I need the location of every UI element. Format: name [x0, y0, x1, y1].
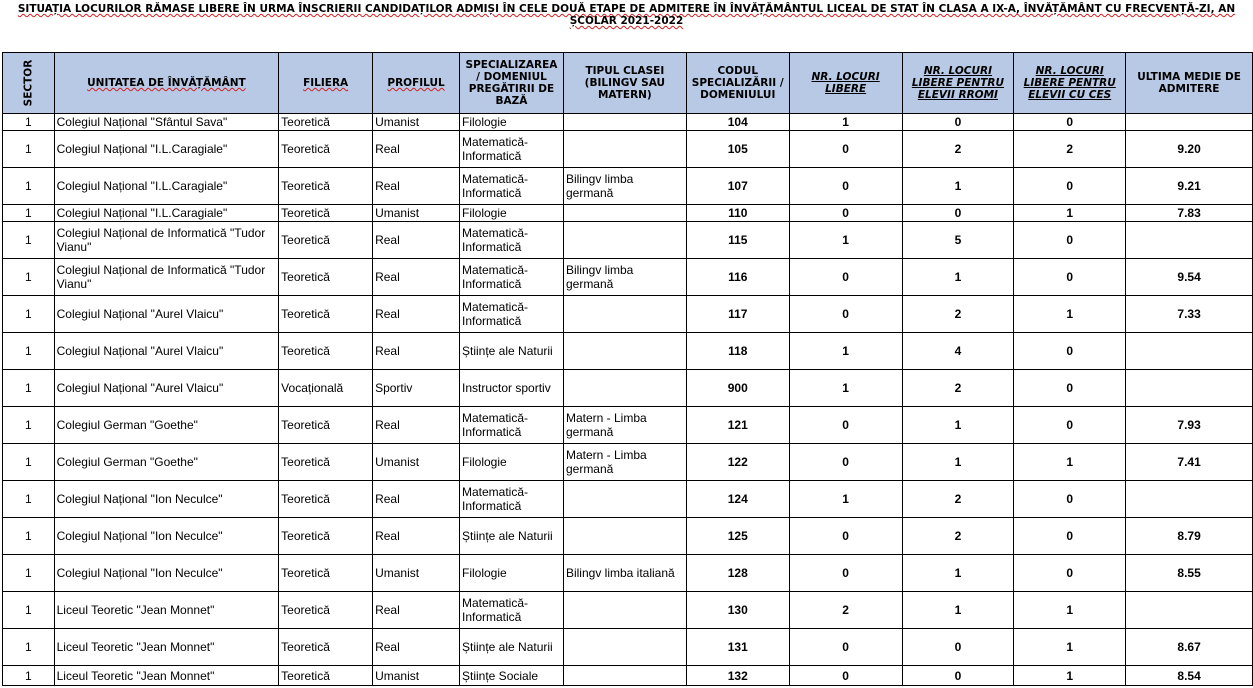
cell-sector: 1: [3, 518, 55, 555]
cell-cod: 118: [686, 333, 789, 370]
cell-filiera: Teoretică: [279, 407, 373, 444]
cell-profil: Real: [373, 518, 460, 555]
cell-cod: 131: [686, 629, 789, 666]
cell-tip: Matern - Limba germană: [563, 407, 686, 444]
table-row: [3, 555, 1253, 592]
cell-filiera: Teoretică: [279, 629, 373, 666]
cell-filiera: Teoretică: [279, 168, 373, 205]
cell-rromi: 2: [902, 518, 1014, 555]
cell-cod: 116: [686, 259, 789, 296]
page-title: SITUAȚIA LOCURILOR RĂMASE LIBERE ÎN URMA ÎNSCRIERII CANDIDAȚILOR ADMIȘI ÎN CELE DOUĂ ETAPE DE ADMITERE ÎN ÎNVĂȚĂMÂNTUL LICEAL DE STAT ÎN CLASA A IX-A, ÎNVĂȚĂMÂNT CU FRECVENȚĂ-ZI, AN ȘCOLAR 2021-2022: [17, 3, 1236, 27]
cell-sector: 1: [3, 168, 55, 205]
cell-ces: 2: [1014, 131, 1126, 168]
cell-ces: 0: [1014, 370, 1126, 407]
table-row: [3, 168, 1253, 205]
cell-sector: 1: [3, 114, 55, 131]
cell-tip: Matern - Limba germană: [563, 444, 686, 481]
cell-profil: Umanist: [373, 205, 460, 222]
cell-sector: 1: [3, 333, 55, 370]
cell-cod: 107: [686, 168, 789, 205]
header-unitate: UNITATEA DE ÎNVĂȚĂMÂNT: [54, 53, 279, 114]
header-medie: ULTIMA MEDIE DE ADMITERE: [1126, 53, 1253, 114]
cell-ces: 0: [1014, 114, 1126, 131]
cell-sector: 1: [3, 555, 55, 592]
cell-specializare: Matematică-Informatică: [460, 131, 564, 168]
cell-rromi: 1: [902, 168, 1014, 205]
cell-sector: 1: [3, 296, 55, 333]
cell-tip: Bilingv limba germană: [563, 259, 686, 296]
cell-rromi: 0: [902, 666, 1014, 686]
cell-filiera: Teoretică: [279, 205, 373, 222]
cell-medie: 7.33: [1126, 296, 1253, 333]
cell-cod: 122: [686, 444, 789, 481]
cell-libere: 0: [789, 296, 902, 333]
cell-specializare: Științe ale Naturii: [460, 629, 564, 666]
cell-filiera: Teoretică: [279, 333, 373, 370]
cell-cod: 125: [686, 518, 789, 555]
cell-rromi: 2: [902, 131, 1014, 168]
cell-cod: 104: [686, 114, 789, 131]
cell-cod: 130: [686, 592, 789, 629]
header-specializare: SPECIALIZAREA / DOMENIUL PREGĂTIRII DE BAZĂ: [460, 53, 564, 114]
cell-rromi: 1: [902, 259, 1014, 296]
cell-ces: 0: [1014, 481, 1126, 518]
cell-libere: 0: [789, 259, 902, 296]
cell-rromi: 4: [902, 333, 1014, 370]
cell-ces: 0: [1014, 259, 1126, 296]
cell-sector: 1: [3, 370, 55, 407]
cell-sector: 1: [3, 444, 55, 481]
cell-unitate: Colegiul German "Goethe": [54, 407, 279, 444]
cell-ces: 0: [1014, 518, 1126, 555]
table-row: [3, 518, 1253, 555]
cell-ces: 0: [1014, 333, 1126, 370]
cell-libere: 1: [789, 481, 902, 518]
table-row: [3, 666, 1253, 686]
cell-medie: 9.54: [1126, 259, 1253, 296]
cell-rromi: 2: [902, 481, 1014, 518]
header-tip: TIPUL CLASEI (BILINGV SAU MATERN): [563, 53, 686, 114]
cell-filiera: Teoretică: [279, 555, 373, 592]
cell-sector: 1: [3, 666, 55, 686]
table-row: [3, 131, 1253, 168]
cell-ces: 1: [1014, 629, 1126, 666]
cell-libere: 0: [789, 666, 902, 686]
cell-specializare: Matematică-Informatică: [460, 296, 564, 333]
cell-profil: Real: [373, 407, 460, 444]
cell-libere: 0: [789, 555, 902, 592]
table-row: [3, 114, 1253, 131]
cell-libere: 0: [789, 407, 902, 444]
cell-filiera: Vocațională: [279, 370, 373, 407]
cell-sector: 1: [3, 629, 55, 666]
cell-profil: Real: [373, 222, 460, 259]
cell-medie: [1126, 333, 1253, 370]
table-row: [3, 205, 1253, 222]
cell-unitate: Colegiul German "Goethe": [54, 444, 279, 481]
cell-libere: 1: [789, 370, 902, 407]
cell-unitate: Colegiul Național "I.L.Caragiale": [54, 168, 279, 205]
cell-specializare: Științe ale Naturii: [460, 333, 564, 370]
cell-rromi: 2: [902, 370, 1014, 407]
cell-profil: Real: [373, 592, 460, 629]
cell-filiera: Teoretică: [279, 444, 373, 481]
cell-medie: 8.79: [1126, 518, 1253, 555]
cell-filiera: Teoretică: [279, 131, 373, 168]
cell-unitate: Colegiul Național "I.L.Caragiale": [54, 205, 279, 222]
cell-filiera: Teoretică: [279, 114, 373, 131]
cell-profil: Real: [373, 481, 460, 518]
cell-specializare: Matematică-Informatică: [460, 259, 564, 296]
locuri-libere-table: [2, 52, 1253, 686]
cell-libere: 0: [789, 168, 902, 205]
table-row: [3, 222, 1253, 259]
cell-tip: Bilingv limba germană: [563, 168, 686, 205]
cell-tip: Bilingv limba italiană: [563, 555, 686, 592]
cell-medie: 7.41: [1126, 444, 1253, 481]
table-row: [3, 629, 1253, 666]
cell-unitate: Colegiul Național de Informatică "Tudor Vianu": [54, 222, 279, 259]
cell-filiera: Teoretică: [279, 666, 373, 686]
cell-unitate: Liceul Teoretic "Jean Monnet": [54, 666, 279, 686]
cell-rromi: 5: [902, 222, 1014, 259]
cell-specializare: Matematică-Informatică: [460, 222, 564, 259]
cell-tip: [563, 481, 686, 518]
cell-medie: 8.67: [1126, 629, 1253, 666]
cell-medie: 9.20: [1126, 131, 1253, 168]
cell-medie: 7.93: [1126, 407, 1253, 444]
table-row: [3, 592, 1253, 629]
cell-rromi: 1: [902, 592, 1014, 629]
cell-filiera: Teoretică: [279, 518, 373, 555]
cell-medie: [1126, 222, 1253, 259]
cell-filiera: Teoretică: [279, 592, 373, 629]
cell-unitate: Colegiul Național "Aurel Vlaicu": [54, 333, 279, 370]
cell-medie: [1126, 481, 1253, 518]
cell-cod: 132: [686, 666, 789, 686]
cell-tip: [563, 296, 686, 333]
cell-tip: [563, 222, 686, 259]
cell-cod: 121: [686, 407, 789, 444]
cell-tip: [563, 666, 686, 686]
cell-unitate: Colegiul Național "Sfântul Sava": [54, 114, 279, 131]
cell-libere: 2: [789, 592, 902, 629]
cell-cod: 128: [686, 555, 789, 592]
cell-unitate: Colegiul Național "Ion Neculce": [54, 481, 279, 518]
cell-specializare: Matematică-Informatică: [460, 168, 564, 205]
cell-ces: 1: [1014, 666, 1126, 686]
cell-specializare: Științe Sociale: [460, 666, 564, 686]
cell-sector: 1: [3, 131, 55, 168]
header-sector: SECTOR: [3, 53, 55, 114]
cell-ces: 1: [1014, 444, 1126, 481]
header-cod: CODUL SPECIALIZĂRII / DOMENIULUI: [686, 53, 789, 114]
cell-libere: 1: [789, 114, 902, 131]
cell-medie: [1126, 592, 1253, 629]
cell-sector: 1: [3, 481, 55, 518]
table-row: [3, 296, 1253, 333]
cell-ces: 1: [1014, 296, 1126, 333]
cell-libere: 0: [789, 205, 902, 222]
cell-cod: 110: [686, 205, 789, 222]
table-row: [3, 481, 1253, 518]
cell-profil: Real: [373, 259, 460, 296]
cell-unitate: Colegiul Național "Aurel Vlaicu": [54, 370, 279, 407]
cell-profil: Umanist: [373, 444, 460, 481]
cell-profil: Sportiv: [373, 370, 460, 407]
cell-medie: 8.55: [1126, 555, 1253, 592]
cell-medie: [1126, 370, 1253, 407]
cell-unitate: Colegiul Național "Aurel Vlaicu": [54, 296, 279, 333]
cell-sector: 1: [3, 407, 55, 444]
cell-rromi: 0: [902, 205, 1014, 222]
table-row: [3, 259, 1253, 296]
cell-filiera: Teoretică: [279, 222, 373, 259]
cell-specializare: Matematică-Informatică: [460, 481, 564, 518]
cell-specializare: Matematică-Informatică: [460, 592, 564, 629]
cell-unitate: Liceul Teoretic "Jean Monnet": [54, 629, 279, 666]
cell-medie: 7.83: [1126, 205, 1253, 222]
cell-specializare: Matematică-Informatică: [460, 407, 564, 444]
cell-ces: 0: [1014, 168, 1126, 205]
cell-tip: [563, 114, 686, 131]
cell-specializare: Instructor sportiv: [460, 370, 564, 407]
cell-profil: Real: [373, 629, 460, 666]
cell-tip: [563, 333, 686, 370]
cell-libere: 0: [789, 444, 902, 481]
cell-unitate: Colegiul Național "Ion Neculce": [54, 518, 279, 555]
cell-tip: [563, 592, 686, 629]
cell-cod: 124: [686, 481, 789, 518]
header-row: [3, 53, 1253, 114]
table-row: [3, 370, 1253, 407]
cell-cod: 900: [686, 370, 789, 407]
cell-profil: Real: [373, 131, 460, 168]
cell-profil: Real: [373, 333, 460, 370]
cell-sector: 1: [3, 222, 55, 259]
cell-filiera: Teoretică: [279, 296, 373, 333]
cell-unitate: Colegiul Național "I.L.Caragiale": [54, 131, 279, 168]
cell-tip: [563, 370, 686, 407]
cell-medie: 8.54: [1126, 666, 1253, 686]
cell-sector: 1: [3, 259, 55, 296]
table-row: [3, 444, 1253, 481]
cell-profil: Real: [373, 296, 460, 333]
cell-filiera: Teoretică: [279, 259, 373, 296]
cell-specializare: Științe ale Naturii: [460, 518, 564, 555]
cell-cod: 105: [686, 131, 789, 168]
cell-specializare: Filologie: [460, 205, 564, 222]
cell-medie: 9.21: [1126, 168, 1253, 205]
cell-specializare: Filologie: [460, 555, 564, 592]
cell-specializare: Filologie: [460, 444, 564, 481]
cell-libere: 0: [789, 629, 902, 666]
cell-specializare: Filologie: [460, 114, 564, 131]
cell-tip: [563, 518, 686, 555]
cell-rromi: 0: [902, 114, 1014, 131]
cell-filiera: Teoretică: [279, 481, 373, 518]
cell-cod: 117: [686, 296, 789, 333]
cell-libere: 1: [789, 222, 902, 259]
cell-sector: 1: [3, 592, 55, 629]
cell-tip: [563, 629, 686, 666]
cell-ces: 1: [1014, 592, 1126, 629]
cell-libere: 0: [789, 131, 902, 168]
cell-rromi: 1: [902, 444, 1014, 481]
cell-ces: 0: [1014, 222, 1126, 259]
cell-ces: 1: [1014, 205, 1126, 222]
cell-rromi: 0: [902, 629, 1014, 666]
table-row: [3, 333, 1253, 370]
cell-sector: 1: [3, 205, 55, 222]
cell-unitate: Colegiul Național "Ion Neculce": [54, 555, 279, 592]
cell-rromi: 1: [902, 407, 1014, 444]
cell-profil: Umanist: [373, 666, 460, 686]
cell-ces: 0: [1014, 555, 1126, 592]
cell-cod: 115: [686, 222, 789, 259]
cell-libere: 1: [789, 333, 902, 370]
header-filiera: FILIERA: [279, 53, 373, 114]
cell-unitate: Liceul Teoretic "Jean Monnet": [54, 592, 279, 629]
cell-rromi: 2: [902, 296, 1014, 333]
cell-rromi: 1: [902, 555, 1014, 592]
header-profil: PROFILUL: [373, 53, 460, 114]
cell-profil: Umanist: [373, 555, 460, 592]
cell-unitate: Colegiul Național de Informatică "Tudor Vianu": [54, 259, 279, 296]
cell-profil: Real: [373, 168, 460, 205]
cell-libere: 0: [789, 518, 902, 555]
header-libere: NR. LOCURI LIBERE: [789, 53, 902, 114]
cell-profil: Umanist: [373, 114, 460, 131]
cell-tip: [563, 205, 686, 222]
header-rromi: NR. LOCURI LIBERE PENTRU ELEVII RROMI: [902, 53, 1014, 114]
header-ces: NR. LOCURI LIBERE PENTRU ELEVII CU CES: [1014, 53, 1126, 114]
cell-tip: [563, 131, 686, 168]
cell-medie: [1126, 114, 1253, 131]
cell-ces: 0: [1014, 407, 1126, 444]
table-row: [3, 407, 1253, 444]
